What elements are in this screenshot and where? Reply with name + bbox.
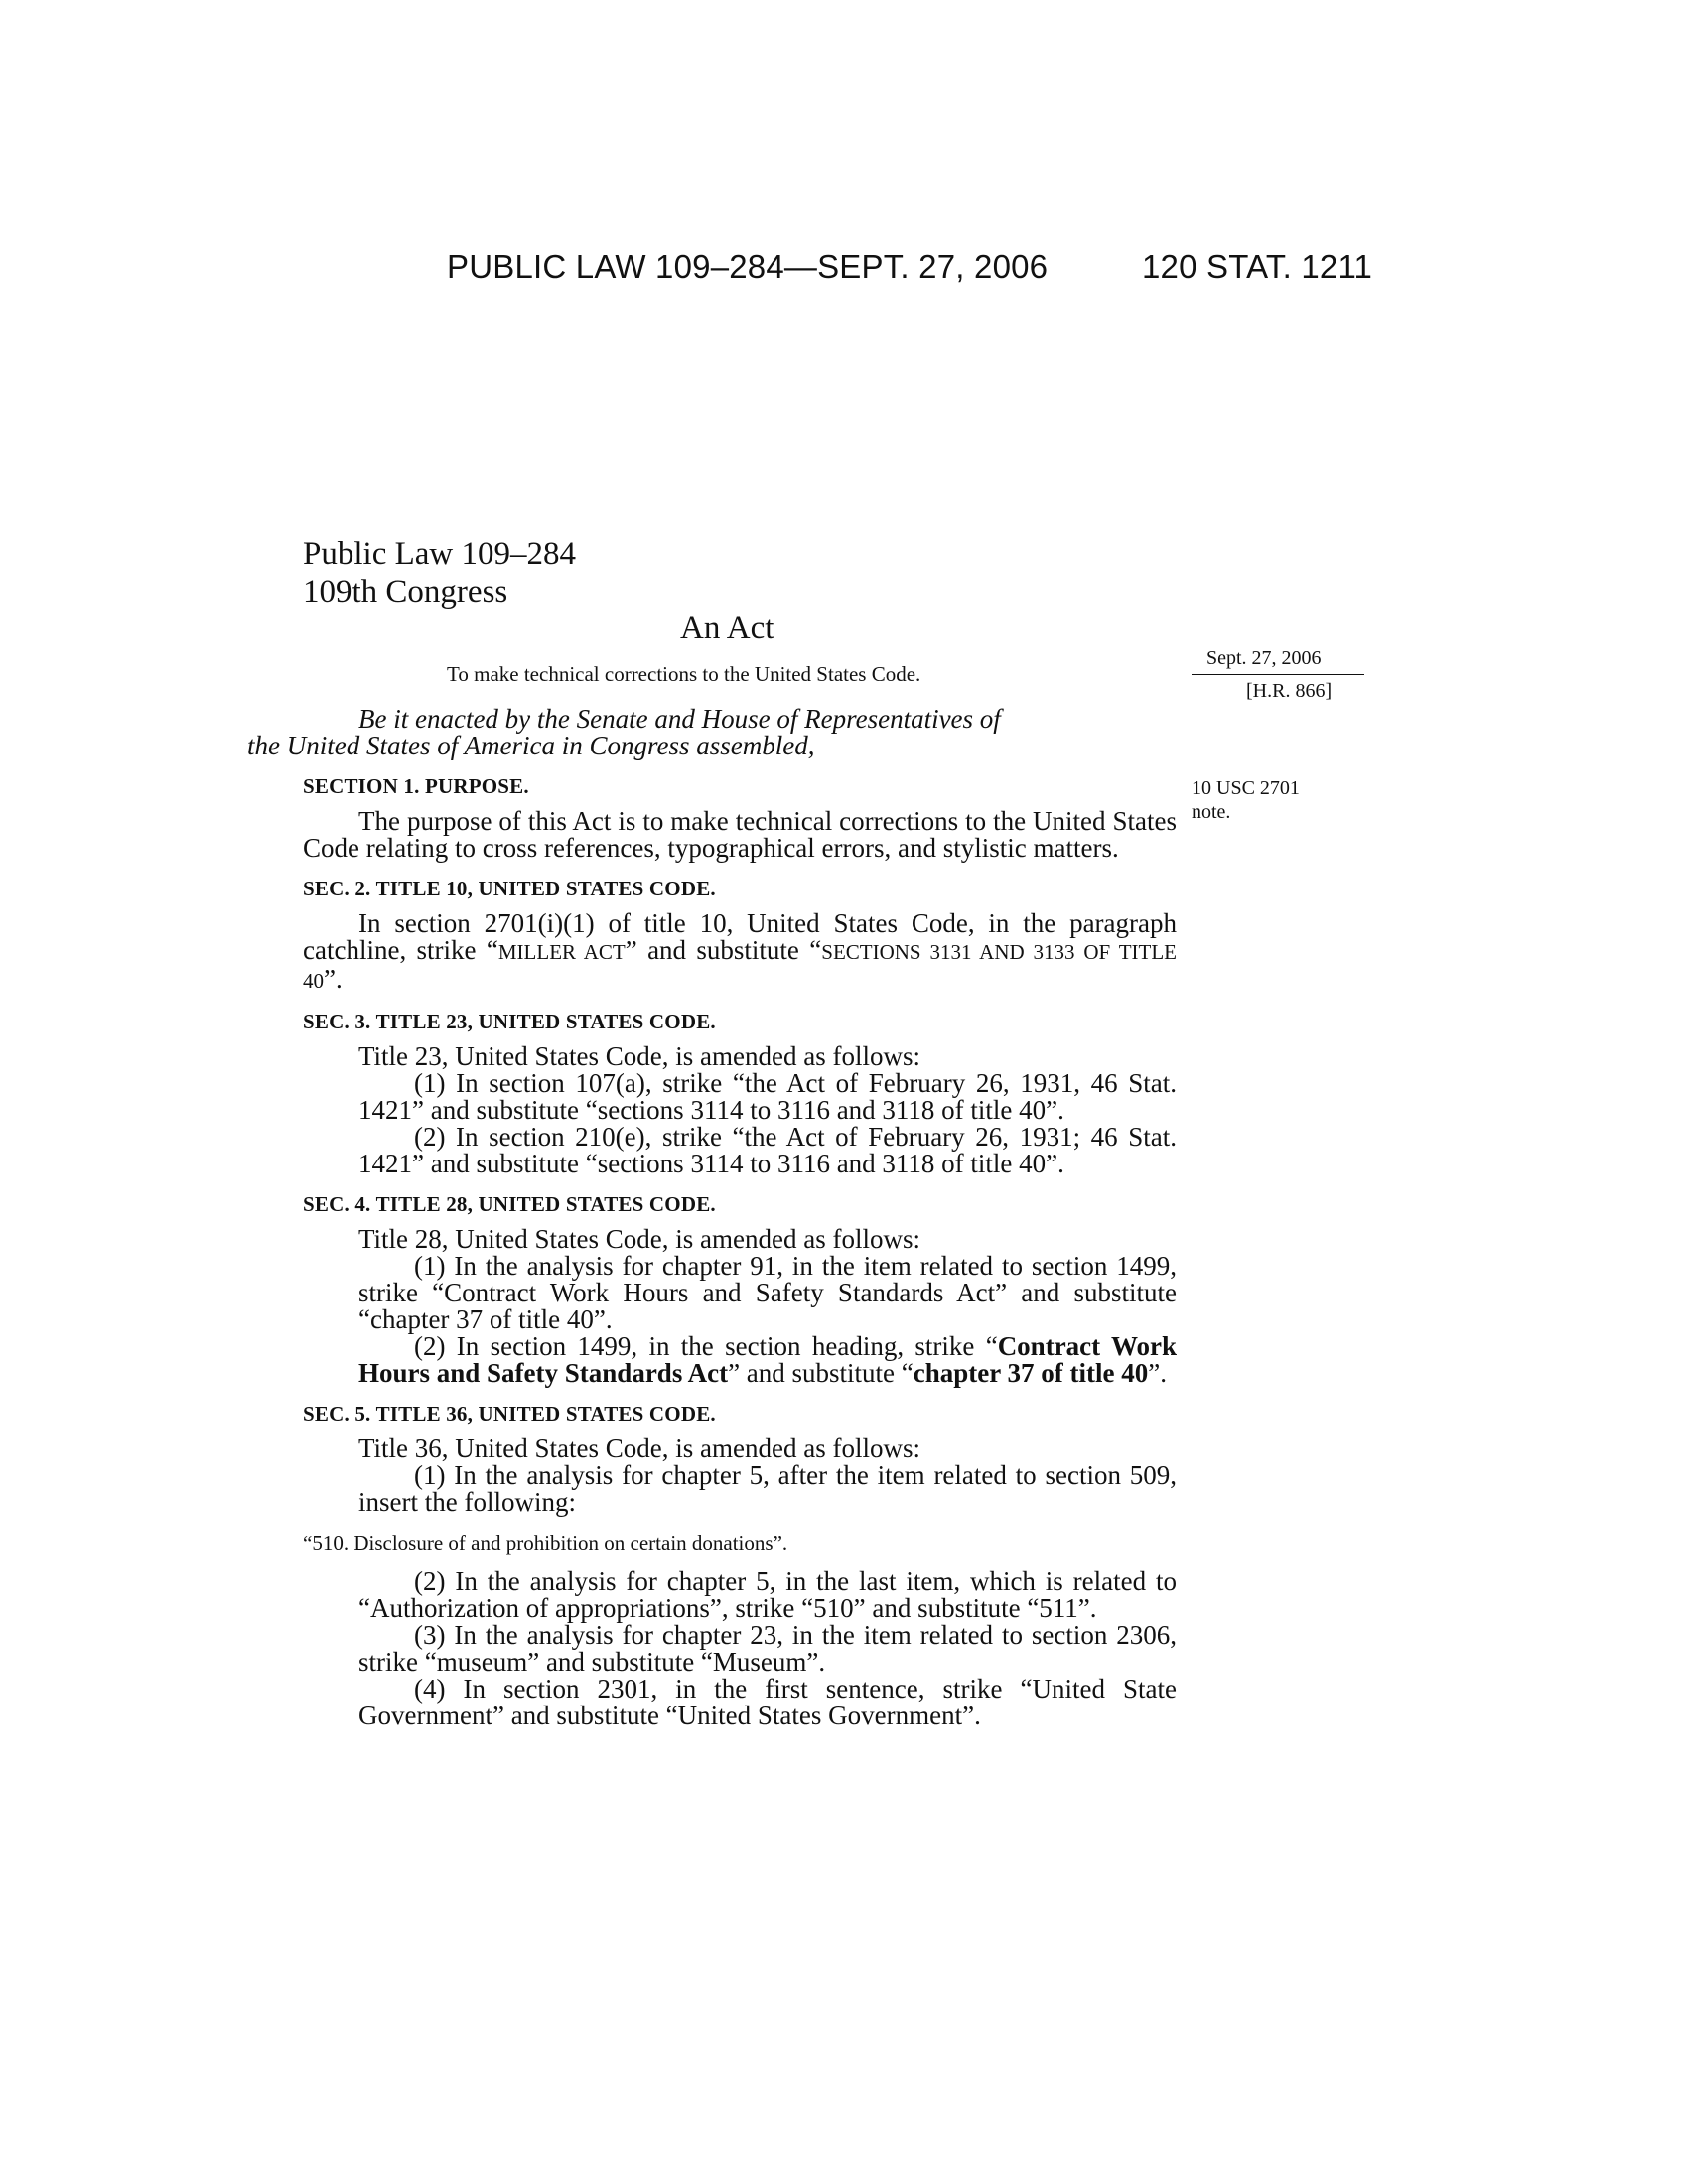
section-5-heading: SEC. 5. TITLE 36, UNITED STATES CODE.: [303, 1402, 716, 1426]
page-number: 120 STAT. 1211: [1142, 248, 1373, 285]
margin-usc-note: 10 USC 2701: [1192, 777, 1300, 799]
margin-bill-number: [H.R. 866]: [1246, 680, 1333, 702]
section-3-paragraph-1: (1) In section 107(a), strike “the Act of February 26, 1931, 46 Stat. 1421” and substitute “sections 3114 to 3116 and 3118 of title 40”.: [358, 1068, 1177, 1125]
section-4-intro: Title 28, United States Code, is amended as follows:: [358, 1224, 920, 1254]
section-4-heading: SEC. 4. TITLE 28, UNITED STATES CODE.: [303, 1192, 716, 1216]
inserted-item: “510. Disclosure of and prohibition on certain donations”.: [303, 1531, 788, 1555]
section-5-paragraph-3: (3) In the analysis for chapter 23, in the item related to section 2306, strike “museum” and substitute “Museum”.: [358, 1620, 1177, 1677]
section-4-paragraph-1: (1) In the analysis for chapter 91, in the item related to section 1499, strike “Contract Work Hours and Safety Standards Act” and substitute “chapter 37 of title 40”.: [358, 1251, 1177, 1334]
enacting-clause: [247, 704, 1177, 760]
section-4-paragraph-2: (2) In section 1499, in the section heading, strike “Contract Work Hours and Safety Standards Act” and substitute “chapter 37 of title 40”.: [358, 1331, 1177, 1388]
margin-date: Sept. 27, 2006: [1206, 647, 1322, 669]
enacting-clause-line-1: Be it enacted by the Senate and House of Representatives of: [358, 704, 1001, 734]
law-number: Public Law 109–284: [303, 536, 576, 572]
congress-label: 109th Congress: [303, 574, 508, 610]
section-5-paragraph-4: (4) In section 2301, in the first sentence, strike “United State Government” and substitute “United States Government”.: [358, 1674, 1177, 1730]
section-3-paragraph-2: (2) In section 210(e), strike “the Act of February 26, 1931; 46 Stat. 1421” and substitute “sections 3114 to 3116 and 3118 of title 40”.: [358, 1122, 1177, 1178]
running-header-left: PUBLIC LAW 109–284—SEPT. 27, 2006: [447, 248, 1049, 285]
act-purpose: To make technical corrections to the United States Code.: [447, 662, 921, 686]
section-5-paragraph-2: (2) In the analysis for chapter 5, in the last item, which is related to “Authorization of appropriations”, strike “510” and substitute “511”.: [358, 1567, 1177, 1623]
act-body: [247, 704, 1177, 1730]
margin-divider: [1192, 674, 1364, 675]
act-title: An Act: [680, 611, 774, 646]
section-2-text: In section 2701(i)(1) of title 10, United States Code, in the paragraph catchline, strike “MILLER ACT” and substitute “SECTIONS 3131 AND 3133 OF TITLE 40”.: [303, 908, 1177, 994]
section-3-heading: SEC. 3. TITLE 23, UNITED STATES CODE.: [303, 1010, 716, 1033]
section-1-text: The purpose of this Act is to make technical corrections to the United States Code relating to cross references, typographical errors, and stylistic matters.: [303, 806, 1177, 863]
section-1-heading: SECTION 1. PURPOSE.: [303, 774, 529, 798]
section-3-intro: Title 23, United States Code, is amended as follows:: [358, 1041, 920, 1071]
section-5-paragraph-1: (1) In the analysis for chapter 5, after the item related to section 509, insert the following:: [358, 1460, 1177, 1517]
section-2-heading: SEC. 2. TITLE 10, UNITED STATES CODE.: [303, 877, 716, 900]
section-5-intro: Title 36, United States Code, is amended as follows:: [358, 1433, 920, 1463]
enacting-clause-line-2: the United States of America in Congress assembled,: [247, 731, 815, 760]
margin-usc-note-suffix: note.: [1192, 801, 1231, 823]
